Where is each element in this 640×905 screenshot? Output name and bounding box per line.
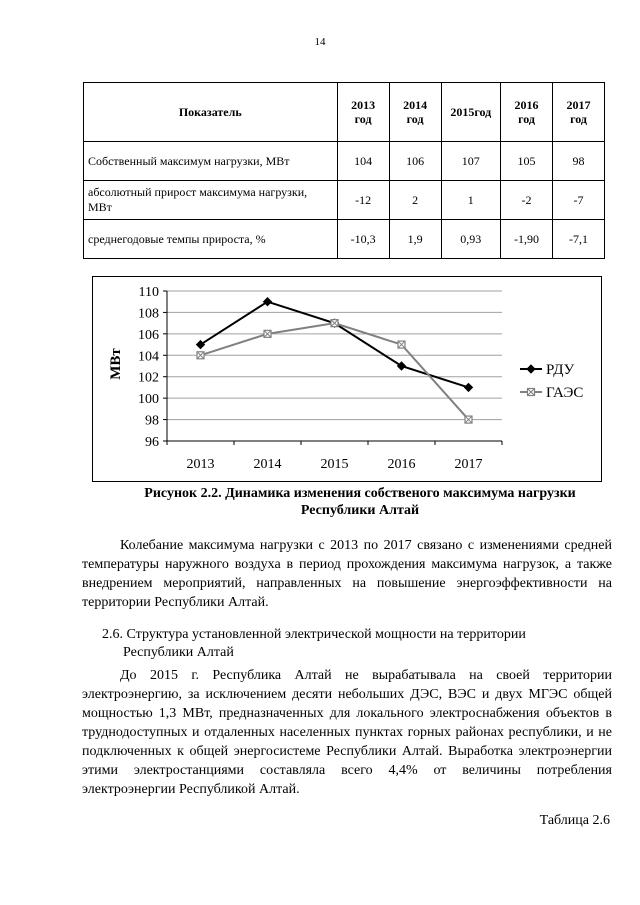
y-axis-label: МВт xyxy=(108,348,124,380)
table-cell: 1 xyxy=(441,181,500,220)
y-tick-label: 96 xyxy=(145,435,159,450)
y-tick-label: 100 xyxy=(138,392,159,408)
y-tick-label: 108 xyxy=(138,306,159,322)
table-cell: абсолютный прирост максимума нагрузки, МВт xyxy=(84,181,338,220)
table-cell: -7,1 xyxy=(553,220,605,259)
section-title-line-1: Структура установленной электрической мощности на территории xyxy=(126,627,526,642)
y-tick-label: 110 xyxy=(138,285,159,300)
table-cell: среднегодовые темпы прироста, % xyxy=(84,220,338,259)
data-point xyxy=(264,330,271,337)
x-tick-label: 2016 xyxy=(387,457,416,472)
table-cell: -7 xyxy=(553,181,605,220)
figure-caption xyxy=(100,485,620,519)
y-tick-label: 102 xyxy=(138,370,159,386)
caption-line-1: Рисунок 2.2. Динамика изменения собственого максимума нагрузки xyxy=(144,486,576,501)
section-number: 2.6. xyxy=(102,627,123,642)
table-cell: 1,9 xyxy=(389,220,441,259)
y-tick-label: 104 xyxy=(138,349,159,365)
x-tick-label: 2014 xyxy=(253,457,282,472)
table-cell: -12 xyxy=(337,181,389,220)
data-point xyxy=(197,352,204,359)
page-number: 14 xyxy=(314,36,326,48)
header-2013: 2013 год xyxy=(337,83,389,142)
data-point xyxy=(331,320,338,327)
table-cell: 106 xyxy=(389,142,441,181)
table-cell: -10,3 xyxy=(337,220,389,259)
header-2017: 2017 год xyxy=(553,83,605,142)
table-row xyxy=(84,220,605,259)
legend-label: РДУ xyxy=(546,362,575,378)
table-cell: 98 xyxy=(553,142,605,181)
x-tick-label: 2015 xyxy=(320,457,349,472)
y-tick-label: 98 xyxy=(145,413,159,429)
load-table xyxy=(83,82,605,259)
x-tick-label: 2013 xyxy=(186,457,215,472)
table-cell: 107 xyxy=(441,142,500,181)
y-tick-label: 106 xyxy=(138,327,159,343)
paragraph-generation: До 2015 г. Республика Алтай не вырабатывала на своей территории электроэнергию, за исключением десяти небольших ДЭС, ВЭС и двух МГЭС общей мощностью 1,3 МВт, предназначенных для локального электроснабжения объектов в труднодоступных и отдаленных населенных пунктах горных районах республики, и не подключенных к общей энергосистеме Республики Алтай. Выработка электроэнергии этими электростанциями составляла всего 4,4% от величины потребления электроэнергии Республикой Алтай. xyxy=(82,668,612,797)
header-2014: 2014 год xyxy=(389,83,441,142)
x-tick-label: 2017 xyxy=(454,457,483,472)
header-indicator: Показатель xyxy=(84,83,338,142)
section-title-line-2: Республики Алтай xyxy=(123,645,234,660)
header-2015: 2015год xyxy=(441,83,500,142)
section-heading xyxy=(102,626,602,662)
table-cell: Собственный максимум нагрузки, МВт xyxy=(84,142,338,181)
caption-line-2: Республики Алтай xyxy=(300,503,420,518)
table-row xyxy=(84,142,605,181)
legend-label: ГАЭС xyxy=(546,385,584,401)
data-point xyxy=(398,341,405,348)
table-cell: 0,93 xyxy=(441,220,500,259)
table-cell: 2 xyxy=(389,181,441,220)
table-header-row xyxy=(84,83,605,142)
load-chart xyxy=(92,276,602,482)
table-cell: 105 xyxy=(500,142,552,181)
data-point xyxy=(528,389,535,396)
table-cell: -2 xyxy=(500,181,552,220)
chart-frame xyxy=(93,277,602,482)
paragraph-load-fluctuation: Колебание максимума нагрузки с 2013 по 2017 связано с изменениями средней температуры наружного воздуха в период прохождения максимума нагрузок, а также внедрением мероприятий, направленных на повышение энергоэффективности на территории Республики Алтай. xyxy=(82,538,612,610)
table-cell: 104 xyxy=(337,142,389,181)
header-2016: 2016 год xyxy=(500,83,552,142)
table-cell: -1,90 xyxy=(500,220,552,259)
data-point xyxy=(465,416,472,423)
chart-svg xyxy=(92,276,602,482)
table-label: Таблица 2.6 xyxy=(539,813,610,828)
table-row xyxy=(84,181,605,220)
